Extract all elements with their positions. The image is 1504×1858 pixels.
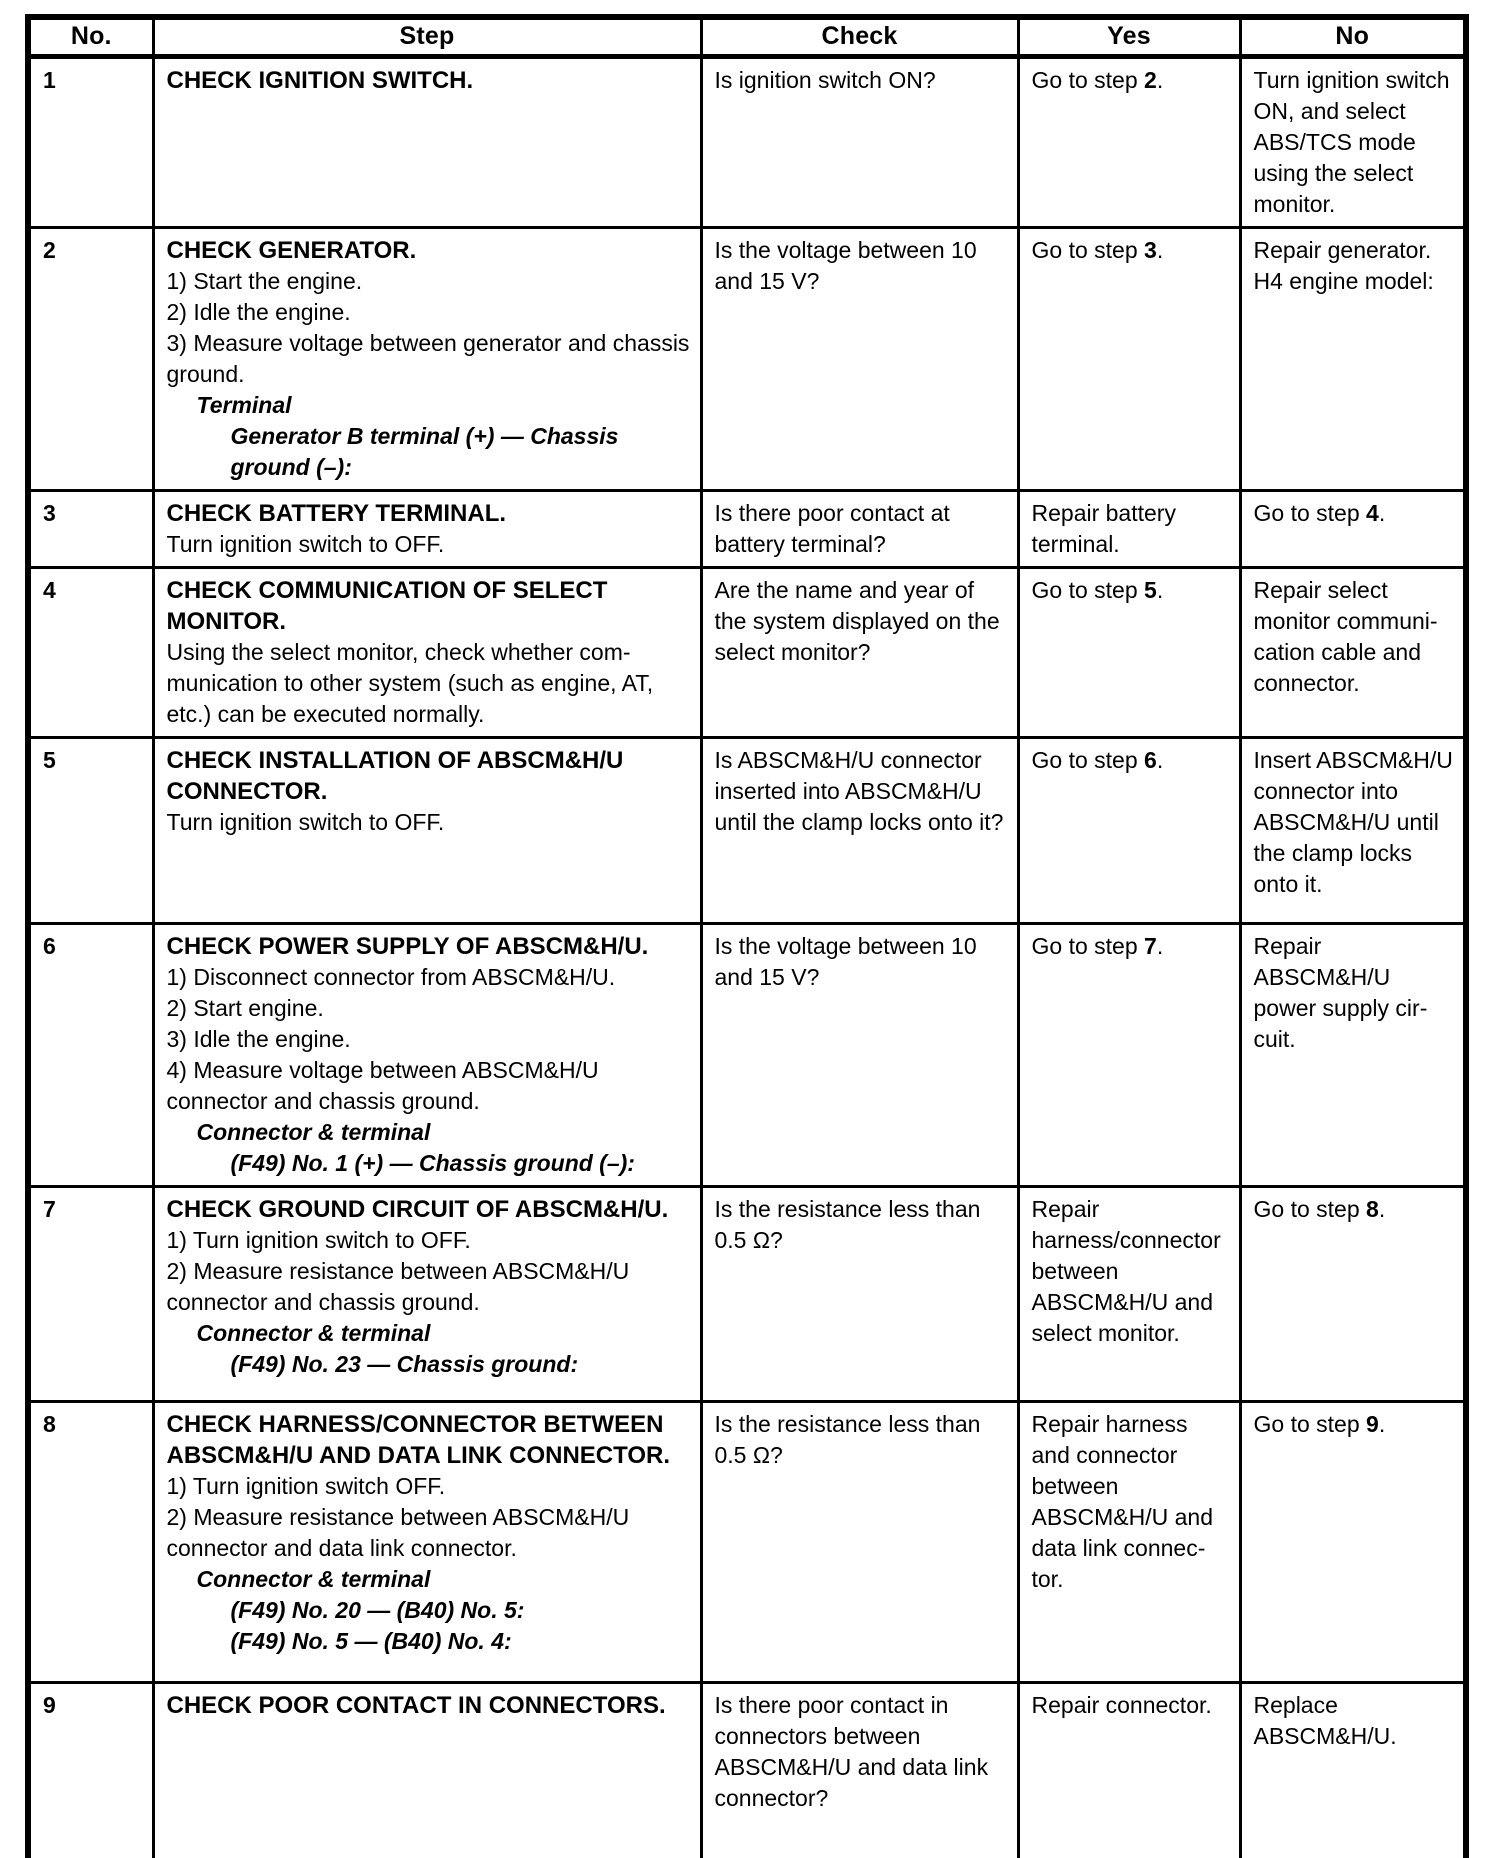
cell-no_result <box>1240 227 1466 490</box>
cell-step <box>153 923 701 1186</box>
text-line: Is the voltage between 10 and 15 V? <box>714 932 977 990</box>
cell-yes <box>1018 1682 1240 1858</box>
header-step: Step <box>153 17 701 56</box>
text-line: 3) Measure voltage between generator and chassis ground. <box>166 329 690 387</box>
cell-no_result <box>1240 567 1466 737</box>
text-line: Go to step 3. <box>1031 236 1164 263</box>
text-line: Connector & terminal <box>196 1118 431 1145</box>
text-line: CHECK GENERATOR. <box>166 236 417 264</box>
text-line: CHECK INSTALLATION OF ABSCM&H/⁠U CONNECTOR. <box>166 746 624 805</box>
text-line: (F49) No. 1 (+) — Chassis ground (–): <box>230 1149 635 1176</box>
cell-no_result <box>1240 1401 1466 1682</box>
table-row <box>28 56 1466 227</box>
text-line: Connector & terminal <box>196 1565 431 1592</box>
cell-check <box>701 1401 1018 1682</box>
text-line: 1) Start the engine. <box>166 267 363 294</box>
table-row <box>28 1401 1466 1682</box>
text-line: 1) Disconnect connector from ABSCM&H/⁠U. <box>166 963 616 990</box>
cell-no <box>28 1186 153 1401</box>
text-line: Using the select monitor, check whether communication to other system (such as engine, AT, etc.) can be executed normally. <box>166 638 654 727</box>
text-line: CHECK HARNESS/⁠CONNECTOR BETWEEN ABSCM&H/⁠U AND DATA LINK CONNECTOR. <box>166 1410 671 1469</box>
cell-check <box>701 737 1018 923</box>
cell-yes <box>1018 56 1240 227</box>
header-no: No. <box>28 17 153 56</box>
text-line: 3 <box>43 499 56 526</box>
text-line: 1) Turn ignition switch OFF. <box>166 1472 446 1499</box>
cell-yes <box>1018 490 1240 567</box>
text-line: Go to step 6. <box>1031 746 1164 773</box>
table-row <box>28 923 1466 1186</box>
table-row <box>28 227 1466 490</box>
text-line: Repair connector. <box>1031 1691 1212 1718</box>
cell-no <box>28 490 153 567</box>
header-check: Check <box>701 17 1018 56</box>
text-line: Go to step 5. <box>1031 576 1164 603</box>
cell-no_result <box>1240 56 1466 227</box>
text-line: Repair harness and connector between ABSCM&H/⁠U and data link connector. <box>1031 1410 1214 1592</box>
cell-no <box>28 1401 153 1682</box>
cell-no <box>28 923 153 1186</box>
text-line: Is there poor contact in connectors between ABSCM&H/⁠U and data link connector? <box>714 1691 989 1811</box>
cell-no <box>28 567 153 737</box>
text-line: 2) Measure resistance between ABSCM&H/⁠U connector and data link connector. <box>166 1503 630 1561</box>
cell-yes <box>1018 567 1240 737</box>
text-line: Is there poor contact at battery terminal? <box>714 499 950 557</box>
cell-check <box>701 1682 1018 1858</box>
text-line: Repair harness/connector between ABSCM&H/⁠U and select monitor. <box>1031 1195 1221 1346</box>
cell-step <box>153 56 701 227</box>
text-line: 3) Idle the engine. <box>166 1025 351 1052</box>
table-row <box>28 567 1466 737</box>
text-line: Go to step 9. <box>1253 1410 1386 1437</box>
text-line: (F49) No. 20 — (B40) No. 5: <box>230 1596 525 1623</box>
table-body <box>28 56 1466 1858</box>
text-line: Repair battery terminal. <box>1031 499 1176 557</box>
text-line: (F49) No. 23 — Chassis ground: <box>230 1350 579 1377</box>
text-line: 2 <box>43 236 56 263</box>
text-line: CHECK IGNITION SWITCH. <box>166 66 474 94</box>
text-line: Is ignition switch ON? <box>714 66 936 93</box>
text-line: 1 <box>43 66 56 93</box>
header-yes: Yes <box>1018 17 1240 56</box>
text-line: 8 <box>43 1410 56 1437</box>
text-line: Is the resistance less than 0.5 Ω? <box>714 1195 981 1253</box>
cell-yes <box>1018 923 1240 1186</box>
table-row <box>28 737 1466 923</box>
text-line: CHECK POWER SUPPLY OF ABSCM&H/⁠U. <box>166 932 649 960</box>
text-line: Replace ABSCM&H/⁠U. <box>1253 1691 1397 1749</box>
text-line: 9 <box>43 1691 56 1718</box>
text-line: Go to step 4. <box>1253 499 1386 526</box>
cell-step <box>153 1186 701 1401</box>
cell-yes <box>1018 227 1240 490</box>
text-line: Terminal <box>196 391 292 418</box>
text-line: Connector & terminal <box>196 1319 431 1346</box>
text-line: CHECK BATTERY TERMINAL. <box>166 499 507 527</box>
table-row <box>28 1186 1466 1401</box>
cell-yes <box>1018 737 1240 923</box>
cell-no <box>28 1682 153 1858</box>
cell-no_result <box>1240 490 1466 567</box>
cell-no_result <box>1240 923 1466 1186</box>
text-line: 2) Measure resistance between ABSCM&H/⁠U connector and chassis ground. <box>166 1257 630 1315</box>
text-line: Turn ignition switch to OFF. <box>166 530 445 557</box>
text-line: 2) Idle the engine. <box>166 298 351 325</box>
header-row <box>28 17 1466 56</box>
table-row <box>28 1682 1466 1858</box>
cell-no <box>28 737 153 923</box>
text-line: 7 <box>43 1195 56 1222</box>
table-header <box>28 17 1466 56</box>
cell-no <box>28 227 153 490</box>
cell-check <box>701 490 1018 567</box>
text-line: Turn ignition switch to OFF. <box>166 808 445 835</box>
cell-no <box>28 56 153 227</box>
cell-check <box>701 1186 1018 1401</box>
cell-yes <box>1018 1401 1240 1682</box>
text-line: Repair ABSCM&H/⁠U power supply circuit. <box>1253 932 1428 1052</box>
cell-yes <box>1018 1186 1240 1401</box>
text-line: Go to step 2. <box>1031 66 1164 93</box>
cell-step <box>153 567 701 737</box>
diagnostic-table <box>25 14 1469 1858</box>
text-line: 1) Turn ignition switch to OFF. <box>166 1226 471 1253</box>
text-line: CHECK POOR CONTACT IN CONNECTORS. <box>166 1691 666 1719</box>
text-line: Insert ABSCM&H/⁠U connector into ABSCM&H/⁠U until the clamp locks onto it. <box>1253 746 1453 897</box>
text-line: Go to step 8. <box>1253 1195 1386 1222</box>
header-no-result: No <box>1240 17 1466 56</box>
cell-check <box>701 567 1018 737</box>
text-line: Turn ignition switch ON, and select ABS/⁠TCS mode using the select monitor. <box>1253 66 1450 217</box>
cell-no_result <box>1240 1186 1466 1401</box>
text-line: 4 <box>43 576 56 603</box>
cell-check <box>701 923 1018 1186</box>
cell-no_result <box>1240 737 1466 923</box>
text-line: Go to step 7. <box>1031 932 1164 959</box>
text-line: 4) Measure voltage between ABSCM&H/⁠U connector and chassis ground. <box>166 1056 599 1114</box>
text-line: Is the voltage between 10 and 15 V? <box>714 236 977 294</box>
text-line: Repair select monitor communication cable and connector. <box>1253 576 1438 696</box>
cell-check <box>701 56 1018 227</box>
text-line: (F49) No. 5 — (B40) No. 4: <box>230 1627 512 1654</box>
text-line: Is ABSCM&H/⁠U connector inserted into ABSCM&H/⁠U until the clamp locks onto it? <box>714 746 1004 835</box>
text-line: 5 <box>43 746 56 773</box>
cell-check <box>701 227 1018 490</box>
text-line: H4 engine model: <box>1253 267 1434 294</box>
text-line: Generator B terminal (+) — Chassis ground (–): <box>230 422 619 480</box>
cell-step <box>153 1682 701 1858</box>
cell-step <box>153 490 701 567</box>
table-row <box>28 490 1466 567</box>
text-line: Are the name and year of the system displayed on the select monitor? <box>714 576 1000 665</box>
cell-step <box>153 1401 701 1682</box>
text-line: Repair generator. <box>1253 236 1432 263</box>
text-line: CHECK GROUND CIRCUIT OF ABSCM&H/⁠U. <box>166 1195 669 1223</box>
cell-step <box>153 227 701 490</box>
text-line: Is the resistance less than 0.5 Ω? <box>714 1410 981 1468</box>
text-line: 2) Start engine. <box>166 994 324 1021</box>
text-line: CHECK COMMUNICATION OF SELECT MONITOR. <box>166 576 608 635</box>
cell-no_result <box>1240 1682 1466 1858</box>
text-line: 6 <box>43 932 56 959</box>
cell-step <box>153 737 701 923</box>
